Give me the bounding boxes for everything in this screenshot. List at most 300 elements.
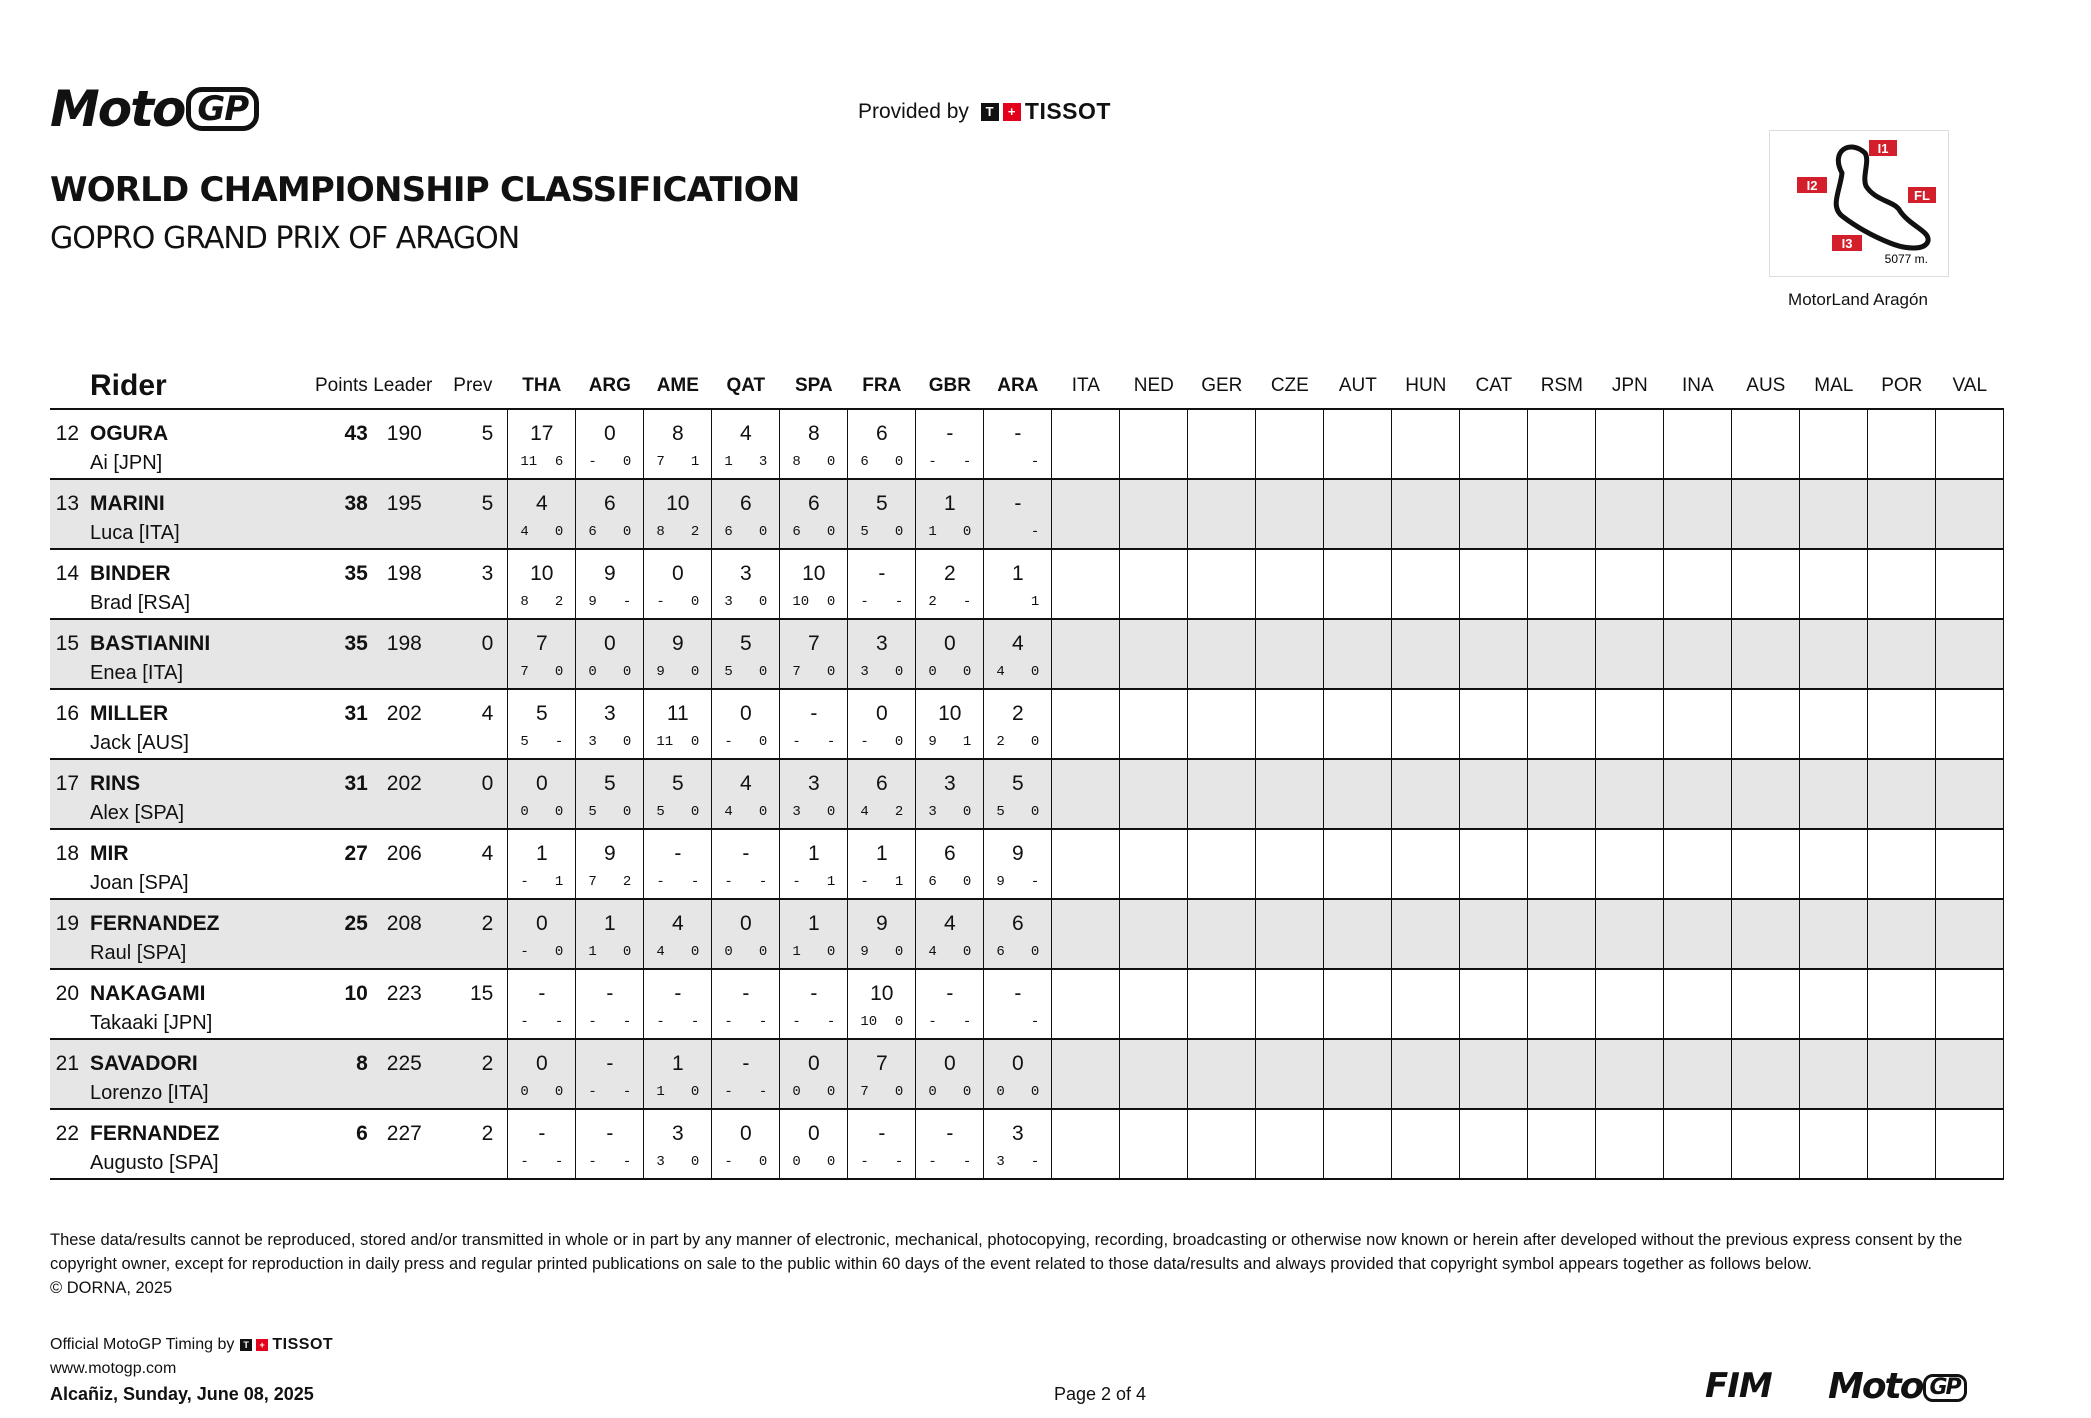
rider-cell <box>50 689 315 759</box>
empty-result-cell <box>1936 479 2004 549</box>
empty-result-cell <box>1052 829 1120 899</box>
empty-result-cell <box>1596 1039 1664 1109</box>
result-cell <box>780 479 848 549</box>
round-points: 7 <box>535 632 548 655</box>
round-points: 9 <box>671 632 684 655</box>
empty-result-cell <box>1188 899 1256 969</box>
race-points: 1 <box>792 944 801 960</box>
empty-result-cell <box>1936 829 2004 899</box>
race-points: 3 <box>656 1154 665 1170</box>
round-points: - <box>538 982 546 1005</box>
round-points: 1 <box>1011 562 1024 585</box>
result-cell <box>712 479 780 549</box>
empty-result-cell <box>1120 619 1188 689</box>
race-points: 11 <box>520 454 538 470</box>
race-points: 3 <box>996 1154 1005 1170</box>
empty-result-cell <box>1460 969 1528 1039</box>
empty-result-cell <box>1460 1039 1528 1109</box>
empty-result-cell <box>1868 689 1936 759</box>
race-points: 5 <box>520 734 529 750</box>
sprint-points: 0 <box>894 664 904 680</box>
rider-firstname: Brad [RSA] <box>90 592 191 614</box>
sprint-points: - <box>894 1154 904 1170</box>
empty-result-cell <box>1188 479 1256 549</box>
empty-result-cell <box>1664 829 1732 899</box>
race-points: - <box>588 1014 597 1030</box>
empty-result-cell <box>1188 829 1256 899</box>
round-points: 0 <box>807 1052 820 1075</box>
round-points: 0 <box>739 912 752 935</box>
race-points: - <box>724 874 733 890</box>
round-points: 5 <box>1011 772 1024 795</box>
round-header: GBR <box>928 375 971 396</box>
round-header: AUT <box>1338 375 1377 396</box>
sprint-points: 1 <box>554 874 564 890</box>
empty-result-cell <box>1664 759 1732 829</box>
table-row <box>50 1109 2004 1179</box>
race-points: 9 <box>656 664 665 680</box>
table-header-row <box>50 364 2004 409</box>
prev-cell: 2 <box>438 1039 508 1109</box>
race-points: 6 <box>928 874 937 890</box>
sprint-points: - <box>554 1014 564 1030</box>
race-points: - <box>520 874 529 890</box>
result-cell <box>848 409 916 479</box>
website-link[interactable]: www.motogp.com <box>50 1360 177 1377</box>
result-cell <box>916 619 984 689</box>
points-cell: 6 <box>315 1109 368 1179</box>
round-points: 3 <box>739 562 752 585</box>
result-cell <box>916 1039 984 1109</box>
sprint-points: 0 <box>758 1154 768 1170</box>
empty-result-cell <box>1256 409 1324 479</box>
table-row <box>50 689 2004 759</box>
round-points: - <box>742 982 750 1005</box>
result-cell <box>712 689 780 759</box>
round-points: 2 <box>943 562 956 585</box>
race-points: 7 <box>588 874 597 890</box>
points-header: Points <box>315 375 368 396</box>
empty-result-cell <box>1120 1039 1188 1109</box>
round-points: 0 <box>875 702 888 725</box>
round-points: 4 <box>671 912 684 935</box>
result-cell <box>712 409 780 479</box>
tissot-t-icon: T <box>240 1339 252 1351</box>
race-points: 8 <box>520 594 529 610</box>
race-points: - <box>520 1154 529 1170</box>
result-cell <box>576 549 644 619</box>
race-points: 0 <box>928 664 937 680</box>
empty-result-cell <box>1392 549 1460 619</box>
result-cell <box>644 689 712 759</box>
empty-result-cell <box>1528 479 1596 549</box>
round-points: 0 <box>943 1052 956 1075</box>
round-header: QAT <box>726 375 766 396</box>
sprint-points: 1 <box>826 874 836 890</box>
round-header: JPN <box>1611 375 1648 396</box>
sprint-points: 0 <box>622 944 632 960</box>
empty-result-cell <box>1596 759 1664 829</box>
rider-firstname: Alex [SPA] <box>90 802 185 824</box>
points-cell: 10 <box>315 969 368 1039</box>
result-cell <box>916 549 984 619</box>
sprint-points: - <box>962 1154 972 1170</box>
leader-cell: 227 <box>368 1109 438 1179</box>
sprint-points: 0 <box>1030 734 1040 750</box>
round-points: - <box>606 1052 614 1075</box>
rider-surname: MIR <box>90 842 129 865</box>
race-points: 7 <box>656 454 665 470</box>
race-points: 1 <box>928 524 937 540</box>
position: 13 <box>55 492 79 515</box>
sprint-points: - <box>758 1084 768 1100</box>
leader-cell: 208 <box>368 899 438 969</box>
empty-result-cell <box>1392 759 1460 829</box>
race-points: 8 <box>656 524 665 540</box>
position: 20 <box>55 982 79 1005</box>
round-points: - <box>674 982 682 1005</box>
round-points: - <box>946 422 954 445</box>
sprint-points: 0 <box>758 944 768 960</box>
round-points: 17 <box>530 422 554 445</box>
empty-result-cell <box>1732 969 1800 1039</box>
race-points: 7 <box>792 664 801 680</box>
empty-result-cell <box>1664 689 1732 759</box>
race-points: - <box>860 734 869 750</box>
race-points: 0 <box>724 944 733 960</box>
empty-result-cell <box>1052 549 1120 619</box>
result-cell <box>848 969 916 1039</box>
rider-cell <box>50 1109 315 1179</box>
race-points: - <box>588 1154 597 1170</box>
result-cell <box>644 619 712 689</box>
empty-result-cell <box>1528 1109 1596 1179</box>
table-row <box>50 1039 2004 1109</box>
empty-result-cell <box>1256 1039 1324 1109</box>
position: 21 <box>55 1052 79 1075</box>
empty-result-cell <box>1324 619 1392 689</box>
round-points: 7 <box>807 632 820 655</box>
empty-result-cell <box>1800 1039 1868 1109</box>
race-points: 3 <box>792 804 801 820</box>
empty-result-cell <box>1664 479 1732 549</box>
empty-result-cell <box>1324 969 1392 1039</box>
empty-result-cell <box>1256 689 1324 759</box>
empty-result-cell <box>1120 689 1188 759</box>
empty-result-cell <box>1936 409 2004 479</box>
empty-result-cell <box>1868 409 1936 479</box>
round-points: 6 <box>603 492 616 515</box>
race-points: - <box>520 944 529 960</box>
empty-result-cell <box>1596 899 1664 969</box>
round-points: 3 <box>671 1122 684 1145</box>
sprint-points: - <box>962 1014 972 1030</box>
sprint-points: 0 <box>690 804 700 820</box>
empty-result-cell <box>1120 829 1188 899</box>
leader-header: Leader <box>373 375 433 396</box>
race-points: 7 <box>520 664 529 680</box>
race-points: 0 <box>792 1084 801 1100</box>
round-points: 3 <box>943 772 956 795</box>
round-points: 0 <box>603 422 616 445</box>
empty-result-cell <box>1868 899 1936 969</box>
round-points: 0 <box>739 1122 752 1145</box>
disclaimer: These data/results cannot be reproduced, stored and/or transmitted in whole or in part by any manner of electronic, mechanical, photocopying, recording, broadcasting or otherwise now known or herein after developed without the previous express consent by the copyright owner, except for reproduction in daily press and regular printed publications on sale to the public within 60 days of the event related to those data/results and always provided that copyright symbol appears together as follows below. © DORNA, 2025 <box>50 1228 2010 1300</box>
round-header: AUS <box>1746 375 1786 396</box>
svg-text:FL: FL <box>1914 188 1930 203</box>
round-points: 10 <box>938 702 962 725</box>
leader-cell: 223 <box>368 969 438 1039</box>
result-cell <box>508 1109 576 1179</box>
result-cell <box>984 409 1052 479</box>
result-cell <box>508 829 576 899</box>
race-points: 2 <box>996 734 1005 750</box>
rider-cell <box>50 479 315 549</box>
empty-result-cell <box>1256 969 1324 1039</box>
result-cell <box>848 899 916 969</box>
empty-result-cell <box>1052 689 1120 759</box>
sprint-points: 0 <box>894 524 904 540</box>
svg-text:I2: I2 <box>1806 178 1818 193</box>
round-points: - <box>946 1122 954 1145</box>
result-cell <box>644 969 712 1039</box>
result-cell <box>644 1039 712 1109</box>
empty-result-cell <box>1120 549 1188 619</box>
race-points: 1 <box>588 944 597 960</box>
result-cell <box>916 689 984 759</box>
round-points: 9 <box>875 912 888 935</box>
round-header: HUN <box>1405 375 1447 396</box>
round-points: 0 <box>535 912 548 935</box>
sprint-points: - <box>554 1154 564 1170</box>
result-cell <box>848 549 916 619</box>
race-points: 9 <box>928 734 937 750</box>
tissot-logo: T + TISSOT <box>981 98 1111 125</box>
empty-result-cell <box>1120 409 1188 479</box>
round-points: - <box>878 1122 886 1145</box>
empty-result-cell <box>1732 689 1800 759</box>
result-cell <box>780 619 848 689</box>
race-points: 2 <box>928 594 937 610</box>
table-row <box>50 619 2004 689</box>
result-cell <box>984 479 1052 549</box>
result-cell <box>712 1109 780 1179</box>
sprint-points: - <box>1030 524 1040 540</box>
empty-result-cell <box>1256 549 1324 619</box>
result-cell <box>576 479 644 549</box>
position: 19 <box>55 912 79 935</box>
empty-result-cell <box>1256 899 1324 969</box>
empty-result-cell <box>1936 1109 2004 1179</box>
place-date: Alcañiz, Sunday, June 08, 2025 <box>50 1384 314 1404</box>
empty-result-cell <box>1936 549 2004 619</box>
race-points: - <box>724 734 733 750</box>
empty-result-cell <box>1800 759 1868 829</box>
race-points: - <box>928 454 937 470</box>
result-cell <box>848 619 916 689</box>
position: 12 <box>55 422 79 445</box>
round-points: 4 <box>943 912 956 935</box>
sprint-points: - <box>826 734 836 750</box>
copyright: © DORNA, 2025 <box>50 1279 173 1297</box>
sprint-points: - <box>690 1014 700 1030</box>
result-cell <box>916 899 984 969</box>
tissot-logo-small: T + TISSOT <box>240 1336 333 1354</box>
result-cell <box>644 549 712 619</box>
result-cell <box>508 899 576 969</box>
rider-cell <box>50 549 315 619</box>
sprint-points: 0 <box>758 804 768 820</box>
round-points: 5 <box>535 702 548 725</box>
empty-result-cell <box>1596 619 1664 689</box>
classification-table <box>50 364 2004 1180</box>
race-points: 0 <box>792 1154 801 1170</box>
round-points: 1 <box>875 842 888 865</box>
empty-result-cell <box>1052 409 1120 479</box>
empty-result-cell <box>1188 619 1256 689</box>
empty-result-cell <box>1732 759 1800 829</box>
result-cell <box>712 549 780 619</box>
rider-firstname: Takaaki [JPN] <box>90 1012 213 1034</box>
track-name: MotorLand Aragón <box>1788 290 1928 309</box>
empty-result-cell <box>1460 829 1528 899</box>
empty-result-cell <box>1324 759 1392 829</box>
empty-result-cell <box>1052 899 1120 969</box>
race-points: 6 <box>724 524 733 540</box>
sprint-points: - <box>826 1014 836 1030</box>
race-points: 4 <box>860 804 869 820</box>
round-header: AME <box>656 375 699 396</box>
empty-result-cell <box>1392 409 1460 479</box>
svg-text:I3: I3 <box>1841 236 1853 251</box>
empty-result-cell <box>1324 1109 1392 1179</box>
table-row <box>50 549 2004 619</box>
result-cell <box>644 1109 712 1179</box>
round-points: 1 <box>807 912 820 935</box>
race-points: 1 <box>656 1084 665 1100</box>
result-cell <box>508 409 576 479</box>
empty-result-cell <box>1664 549 1732 619</box>
page-title: WORLD CHAMPIONSHIP CLASSIFICATION <box>50 170 800 210</box>
race-points: 3 <box>928 804 937 820</box>
sprint-points: 0 <box>622 664 632 680</box>
empty-result-cell <box>1868 969 1936 1039</box>
sprint-points: 0 <box>690 1154 700 1170</box>
empty-result-cell <box>1596 829 1664 899</box>
race-points: 6 <box>996 944 1005 960</box>
race-points: - <box>520 1014 529 1030</box>
race-points: - <box>860 594 869 610</box>
result-cell <box>644 829 712 899</box>
result-cell <box>984 549 1052 619</box>
empty-result-cell <box>1392 899 1460 969</box>
page-subtitle: GOPRO GRAND PRIX OF ARAGON <box>50 221 520 256</box>
leader-cell: 225 <box>368 1039 438 1109</box>
race-points: - <box>792 874 801 890</box>
sprint-points: 0 <box>826 594 836 610</box>
sprint-points: 1 <box>690 454 700 470</box>
result-cell <box>644 409 712 479</box>
sprint-points: 6 <box>554 454 564 470</box>
round-points: 0 <box>535 772 548 795</box>
round-header: POR <box>1881 375 1923 396</box>
round-points: 3 <box>875 632 888 655</box>
result-cell <box>916 829 984 899</box>
round-points: 5 <box>671 772 684 795</box>
empty-result-cell <box>1732 549 1800 619</box>
empty-result-cell <box>1596 549 1664 619</box>
race-points: 0 <box>520 804 529 820</box>
result-cell <box>780 1039 848 1109</box>
race-points: 0 <box>928 1084 937 1100</box>
rider-firstname: Lorenzo [ITA] <box>90 1082 209 1104</box>
result-cell <box>644 759 712 829</box>
empty-result-cell <box>1800 479 1868 549</box>
rider-surname: RINS <box>90 772 141 795</box>
points-cell: 38 <box>315 479 368 549</box>
round-points: 6 <box>739 492 752 515</box>
result-cell <box>984 969 1052 1039</box>
sprint-points: 0 <box>758 524 768 540</box>
sprint-points: - <box>758 874 768 890</box>
empty-result-cell <box>1732 829 1800 899</box>
prev-cell: 15 <box>438 969 508 1039</box>
points-cell: 25 <box>315 899 368 969</box>
rider-firstname: Ai [JPN] <box>90 452 163 474</box>
empty-result-cell <box>1188 409 1256 479</box>
race-points: 5 <box>588 804 597 820</box>
sprint-points: 0 <box>690 944 700 960</box>
empty-result-cell <box>1800 409 1868 479</box>
empty-result-cell <box>1664 1039 1732 1109</box>
leader-cell: 202 <box>368 689 438 759</box>
race-points: 7 <box>860 1084 869 1100</box>
table-row <box>50 759 2004 829</box>
empty-result-cell <box>1188 1109 1256 1179</box>
points-cell: 8 <box>315 1039 368 1109</box>
empty-result-cell <box>1188 969 1256 1039</box>
rider-cell <box>50 619 315 689</box>
result-cell <box>848 1109 916 1179</box>
round-header: INA <box>1681 375 1714 396</box>
round-points: 4 <box>1011 632 1024 655</box>
empty-result-cell <box>1936 759 2004 829</box>
sprint-points: 0 <box>554 1084 564 1100</box>
sprint-points: - <box>1030 1014 1040 1030</box>
rider-firstname: Jack [AUS] <box>90 732 189 754</box>
empty-result-cell <box>1664 899 1732 969</box>
empty-result-cell <box>1188 689 1256 759</box>
race-points: - <box>792 734 801 750</box>
round-points: 6 <box>875 422 888 445</box>
empty-result-cell <box>1392 689 1460 759</box>
sprint-points: 2 <box>554 594 564 610</box>
round-points: 4 <box>535 492 548 515</box>
round-points: 6 <box>875 772 888 795</box>
result-cell <box>712 969 780 1039</box>
result-cell <box>576 899 644 969</box>
round-header: FRA <box>862 375 902 396</box>
sprint-points: 0 <box>1030 944 1040 960</box>
rider-surname: BASTIANINI <box>90 632 211 655</box>
sprint-points: - <box>690 874 700 890</box>
empty-result-cell <box>1868 1109 1936 1179</box>
empty-result-cell <box>1528 689 1596 759</box>
result-cell <box>644 899 712 969</box>
race-points: 4 <box>724 804 733 820</box>
round-points: - <box>1014 492 1022 515</box>
empty-result-cell <box>1732 899 1800 969</box>
